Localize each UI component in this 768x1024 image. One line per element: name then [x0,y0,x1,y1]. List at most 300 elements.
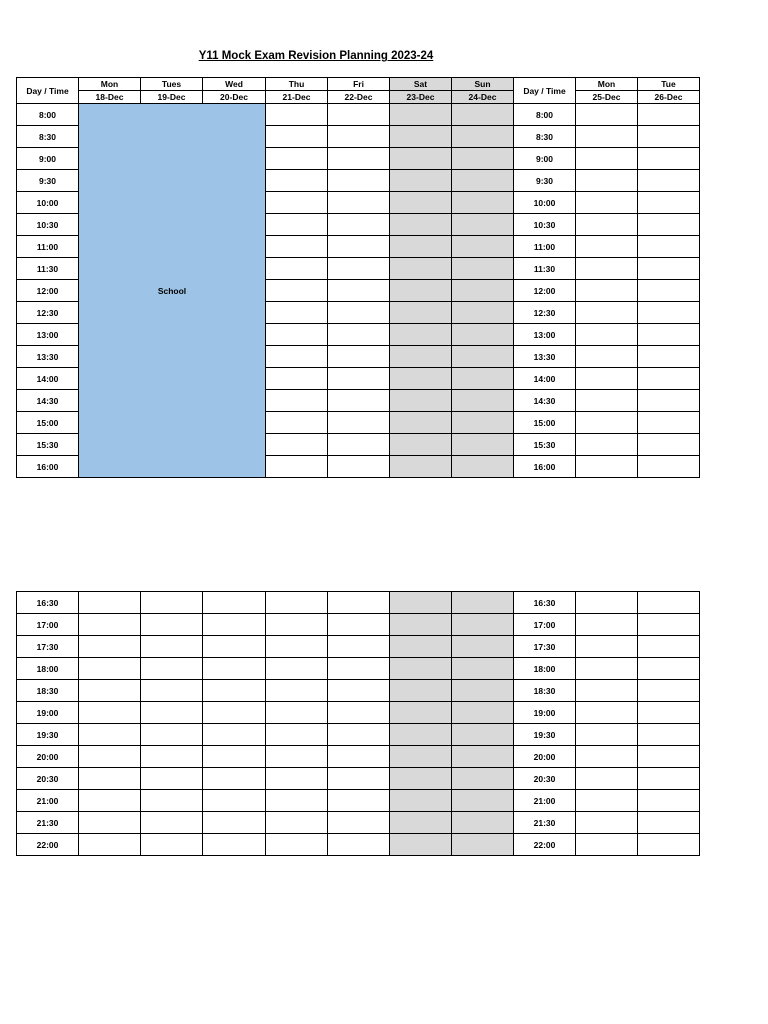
planner-cell[interactable] [141,834,203,856]
planner-cell[interactable] [203,658,266,680]
planner-cell[interactable] [576,104,638,126]
planner-cell[interactable] [390,790,452,812]
planner-cell[interactable] [452,812,514,834]
planner-cell[interactable] [576,126,638,148]
planner-cell[interactable] [266,192,328,214]
planner-cell[interactable] [638,592,700,614]
time-label: 15:30 [17,434,79,456]
time-row [17,790,700,812]
planner-cell[interactable] [390,702,452,724]
planner-cell[interactable] [638,148,700,170]
time-label: 11:00 [17,236,79,258]
planner-cell[interactable] [638,390,700,412]
planner-cell[interactable] [203,592,266,614]
planner-cell[interactable] [390,812,452,834]
planner-cell[interactable] [266,812,328,834]
planner-cell[interactable] [452,104,514,126]
planner-cell[interactable] [452,390,514,412]
time-label: 17:00 [514,614,576,636]
planner-cell[interactable] [390,346,452,368]
planner-cell[interactable] [328,746,390,768]
planner-cell[interactable] [203,702,266,724]
planner-cell[interactable] [390,324,452,346]
planner-cell[interactable] [452,214,514,236]
time-row [17,680,700,702]
time-label: 18:30 [17,680,79,702]
time-label: 18:30 [514,680,576,702]
planner-cell[interactable] [390,258,452,280]
planner-cell[interactable] [266,746,328,768]
planner-cell[interactable] [328,834,390,856]
planner-cell[interactable] [452,192,514,214]
planner-cell[interactable] [452,302,514,324]
planner-cell[interactable] [576,324,638,346]
planner-cell[interactable] [638,104,700,126]
time-label: 9:00 [17,148,79,170]
time-row [17,104,700,126]
planner-cell[interactable] [266,768,328,790]
planner-cell[interactable] [576,192,638,214]
planner-cell[interactable] [576,412,638,434]
time-label: 17:30 [514,636,576,658]
planner-cell[interactable] [203,790,266,812]
planner-cell[interactable] [576,148,638,170]
planner-cell[interactable] [141,812,203,834]
planner-cell[interactable] [576,724,638,746]
planner-cell[interactable] [203,834,266,856]
planner-cell[interactable] [328,790,390,812]
planner-cell[interactable] [452,346,514,368]
planner-cell[interactable] [576,456,638,478]
day-date: 23-Dec [390,91,452,104]
planner-cell[interactable] [79,614,141,636]
time-label: 22:00 [17,834,79,856]
planner-cell[interactable] [79,680,141,702]
planner-cell[interactable] [328,126,390,148]
planner-cell[interactable] [328,104,390,126]
planner-cell[interactable] [638,324,700,346]
planner-cell[interactable] [79,812,141,834]
planner-cell[interactable] [638,636,700,658]
time-label: 14:00 [514,368,576,390]
time-label: 13:30 [17,346,79,368]
time-label: 10:30 [514,214,576,236]
planner-cell[interactable] [638,368,700,390]
planner-cell[interactable] [328,148,390,170]
time-label: 19:00 [514,702,576,724]
planner-cell[interactable] [266,790,328,812]
planner-cell[interactable] [141,790,203,812]
planner-cell[interactable] [141,746,203,768]
planner-cell[interactable] [576,680,638,702]
planner-cell[interactable] [390,724,452,746]
planner-cell[interactable] [328,412,390,434]
planner-cell[interactable] [203,746,266,768]
planner-cell[interactable] [328,280,390,302]
planner-cell[interactable] [576,834,638,856]
time-label: 12:00 [17,280,79,302]
planner-cell[interactable] [203,724,266,746]
time-label: 16:00 [514,456,576,478]
planner-cell[interactable] [576,658,638,680]
planner-cell[interactable] [79,746,141,768]
planner-cell[interactable] [266,346,328,368]
planner-cell[interactable] [576,746,638,768]
planner-cell[interactable] [390,104,452,126]
planner-cell[interactable] [328,614,390,636]
school-block: School [79,104,266,478]
planner-cell[interactable] [452,236,514,258]
planner-cell[interactable] [452,170,514,192]
planner-cell[interactable] [390,746,452,768]
planner-cell[interactable] [452,702,514,724]
time-row [17,592,700,614]
planner-cell[interactable] [266,724,328,746]
planner-cell[interactable] [452,280,514,302]
planner-cell[interactable] [576,790,638,812]
planner-cell[interactable] [452,412,514,434]
planner-cell[interactable] [328,346,390,368]
planner-cell[interactable] [576,280,638,302]
planner-cell[interactable] [266,170,328,192]
planner-cell[interactable] [141,680,203,702]
day-name-wed: Wed [203,78,266,91]
planner-cell[interactable] [328,302,390,324]
planner-cell[interactable] [390,768,452,790]
planner-cell[interactable] [576,592,638,614]
planner-cell[interactable] [328,658,390,680]
planner-cell[interactable] [328,192,390,214]
planner-cell[interactable] [328,324,390,346]
planner-cell[interactable] [266,280,328,302]
time-label: 15:00 [514,412,576,434]
planner-cell[interactable] [79,790,141,812]
day-date: 24-Dec [452,91,514,104]
time-label: 11:00 [514,236,576,258]
day-name-tue-next: Tue [638,78,700,91]
planner-cell[interactable] [638,790,700,812]
planner-cell[interactable] [576,258,638,280]
planner-cell[interactable] [266,680,328,702]
planner-cell[interactable] [452,368,514,390]
time-label: 11:30 [514,258,576,280]
time-row [17,812,700,834]
day-name-tues: Tues [141,78,203,91]
planner-cell[interactable] [328,390,390,412]
planner-cell[interactable] [266,658,328,680]
day-name-mon-next: Mon [576,78,638,91]
planner-cell[interactable] [203,680,266,702]
planner-cell[interactable] [266,614,328,636]
planner-cell[interactable] [638,680,700,702]
planner-cell[interactable] [141,614,203,636]
planner-cell[interactable] [266,324,328,346]
planner-cell[interactable] [390,412,452,434]
planner-cell[interactable] [452,834,514,856]
planner-cell[interactable] [638,658,700,680]
time-row [17,658,700,680]
planner-cell[interactable] [452,746,514,768]
time-label: 21:00 [514,790,576,812]
planner-cell[interactable] [576,702,638,724]
planner-cell[interactable] [79,658,141,680]
planner-cell[interactable] [266,434,328,456]
planner-cell[interactable] [141,768,203,790]
planner-cell[interactable] [266,104,328,126]
planner-cell[interactable] [328,170,390,192]
day-date: 19-Dec [141,91,203,104]
time-label: 13:00 [514,324,576,346]
planner-cell[interactable] [638,258,700,280]
planner-cell[interactable] [452,636,514,658]
planner-cell[interactable] [266,302,328,324]
time-label: 8:30 [514,126,576,148]
planner-cell[interactable] [390,658,452,680]
planner-cell[interactable] [638,214,700,236]
planner-cell[interactable] [576,170,638,192]
planner-cell[interactable] [390,390,452,412]
time-label: 14:30 [17,390,79,412]
planner-cell[interactable] [328,434,390,456]
planner-cell[interactable] [79,724,141,746]
planner-cell[interactable] [452,768,514,790]
planner-cell[interactable] [638,170,700,192]
planner-cell[interactable] [266,636,328,658]
planner-cell[interactable] [638,280,700,302]
planner-cell[interactable] [266,148,328,170]
time-row [17,702,700,724]
planner-cell[interactable] [576,236,638,258]
time-label: 13:30 [514,346,576,368]
time-label: 10:30 [17,214,79,236]
day-date: 20-Dec [203,91,266,104]
time-label: 22:00 [514,834,576,856]
planner-cell[interactable] [638,812,700,834]
planner-cell[interactable] [576,214,638,236]
page-title: Y11 Mock Exam Revision Planning 2023-24 [198,50,434,62]
time-label: 9:30 [514,170,576,192]
time-label: 12:00 [514,280,576,302]
planner-cell[interactable] [576,390,638,412]
planner-cell[interactable] [390,214,452,236]
planner-cell[interactable] [576,636,638,658]
time-label: 20:00 [514,746,576,768]
planner-cell[interactable] [79,768,141,790]
time-row [17,746,700,768]
planner-cell[interactable] [390,280,452,302]
planner-cell[interactable] [638,126,700,148]
time-label: 12:30 [17,302,79,324]
planner-cell[interactable] [390,302,452,324]
planner-cell[interactable] [79,636,141,658]
planner-cell[interactable] [266,702,328,724]
planner-cell[interactable] [638,192,700,214]
planner-cell[interactable] [452,592,514,614]
planner-cell[interactable] [141,658,203,680]
time-label: 15:30 [514,434,576,456]
time-label: 9:30 [17,170,79,192]
planner-cell[interactable] [638,724,700,746]
planner-cell[interactable] [576,768,638,790]
planner-cell[interactable] [266,456,328,478]
planner-cell[interactable] [328,812,390,834]
planner-cell[interactable] [452,126,514,148]
planner-cell[interactable] [390,170,452,192]
planner-cell[interactable] [266,390,328,412]
planner-cell[interactable] [638,834,700,856]
planner-cell[interactable] [638,456,700,478]
planner-cell[interactable] [266,592,328,614]
planner-cell[interactable] [452,434,514,456]
planner-cell[interactable] [390,680,452,702]
planner-cell[interactable] [390,592,452,614]
planner-cell[interactable] [328,702,390,724]
planner-cell[interactable] [638,614,700,636]
planner-cell[interactable] [328,724,390,746]
day-name-thu: Thu [266,78,328,91]
day-date: 21-Dec [266,91,328,104]
planner-cell[interactable] [452,456,514,478]
planner-cell[interactable] [390,148,452,170]
planner-cell[interactable] [576,812,638,834]
time-label: 21:30 [514,812,576,834]
time-label: 14:30 [514,390,576,412]
time-label: 16:30 [514,592,576,614]
planner-cell[interactable] [452,324,514,346]
planner-cell[interactable] [576,302,638,324]
planner-cell[interactable] [390,456,452,478]
time-label: 12:30 [514,302,576,324]
time-label: 14:00 [17,368,79,390]
planner-cell[interactable] [638,434,700,456]
planner-cell[interactable] [328,636,390,658]
planner-cell[interactable] [266,126,328,148]
time-label: 11:30 [17,258,79,280]
time-label: 16:00 [17,456,79,478]
time-label: 8:00 [514,104,576,126]
planner-cell[interactable] [638,302,700,324]
header-row-date [17,91,700,104]
time-label: 20:30 [17,768,79,790]
planner-cell[interactable] [203,614,266,636]
planner-cell[interactable] [576,434,638,456]
planner-cell[interactable] [266,412,328,434]
day-date: 25-Dec [576,91,638,104]
planner-cell[interactable] [266,236,328,258]
day-date: 26-Dec [638,91,700,104]
planner-cell[interactable] [390,192,452,214]
planner-cell[interactable] [452,790,514,812]
header-row-day [17,78,700,91]
planner-cell[interactable] [390,368,452,390]
planner-cell[interactable] [328,214,390,236]
planner-cell[interactable] [203,812,266,834]
time-label: 9:00 [514,148,576,170]
planner-cell[interactable] [328,592,390,614]
day-date: 22-Dec [328,91,390,104]
planner-cell[interactable] [390,434,452,456]
time-label: 15:00 [17,412,79,434]
time-label: 10:00 [17,192,79,214]
planner-cell[interactable] [141,636,203,658]
time-label: 20:00 [17,746,79,768]
planner-cell[interactable] [141,702,203,724]
planner-cell[interactable] [390,236,452,258]
planner-cell[interactable] [266,834,328,856]
time-label: 13:00 [17,324,79,346]
time-label: 16:30 [17,592,79,614]
planner-cell[interactable] [638,702,700,724]
planner-cell[interactable] [79,834,141,856]
planner-cell[interactable] [203,636,266,658]
planner-cell[interactable] [390,614,452,636]
day-name-sat: Sat [390,78,452,91]
planner-cell[interactable] [452,680,514,702]
time-label: 19:30 [514,724,576,746]
time-label: 19:00 [17,702,79,724]
evening-planner-table [16,591,700,856]
planner-cell[interactable] [390,126,452,148]
planner-cell[interactable] [266,258,328,280]
planner-cell[interactable] [452,724,514,746]
planner-cell[interactable] [79,702,141,724]
time-label: 18:00 [514,658,576,680]
planner-cell[interactable] [266,214,328,236]
time-label: 10:00 [514,192,576,214]
planner-cell[interactable] [638,346,700,368]
time-label: 8:00 [17,104,79,126]
planner-cell[interactable] [266,368,328,390]
time-row [17,614,700,636]
planner-cell[interactable] [141,724,203,746]
planner-cell[interactable] [638,236,700,258]
planner-cell[interactable] [638,412,700,434]
time-label: 21:00 [17,790,79,812]
planner-cell[interactable] [576,346,638,368]
planner-cell[interactable] [328,680,390,702]
planner-cell[interactable] [576,614,638,636]
planner-cell[interactable] [203,768,266,790]
time-row [17,834,700,856]
corner-label-right: Day / Time [514,78,576,104]
time-row [17,768,700,790]
planner-cell[interactable] [452,148,514,170]
planner-cell[interactable] [328,456,390,478]
planner-cell[interactable] [452,614,514,636]
planner-cell[interactable] [452,258,514,280]
planner-cell[interactable] [638,746,700,768]
planner-cell[interactable] [79,592,141,614]
day-name-mon: Mon [79,78,141,91]
time-row [17,724,700,746]
day-name-fri: Fri [328,78,390,91]
planner-cell[interactable] [141,592,203,614]
planner-cell[interactable] [576,368,638,390]
day-name-sun: Sun [452,78,514,91]
corner-label-left: Day / Time [17,78,79,104]
planner-cell[interactable] [328,368,390,390]
planner-cell[interactable] [328,258,390,280]
day-date: 18-Dec [79,91,141,104]
planner-cell[interactable] [328,768,390,790]
planner-cell[interactable] [638,768,700,790]
planner-cell[interactable] [390,834,452,856]
time-label: 17:00 [17,614,79,636]
planner-cell[interactable] [452,658,514,680]
time-label: 17:30 [17,636,79,658]
planner-cell[interactable] [328,236,390,258]
planner-cell[interactable] [390,636,452,658]
